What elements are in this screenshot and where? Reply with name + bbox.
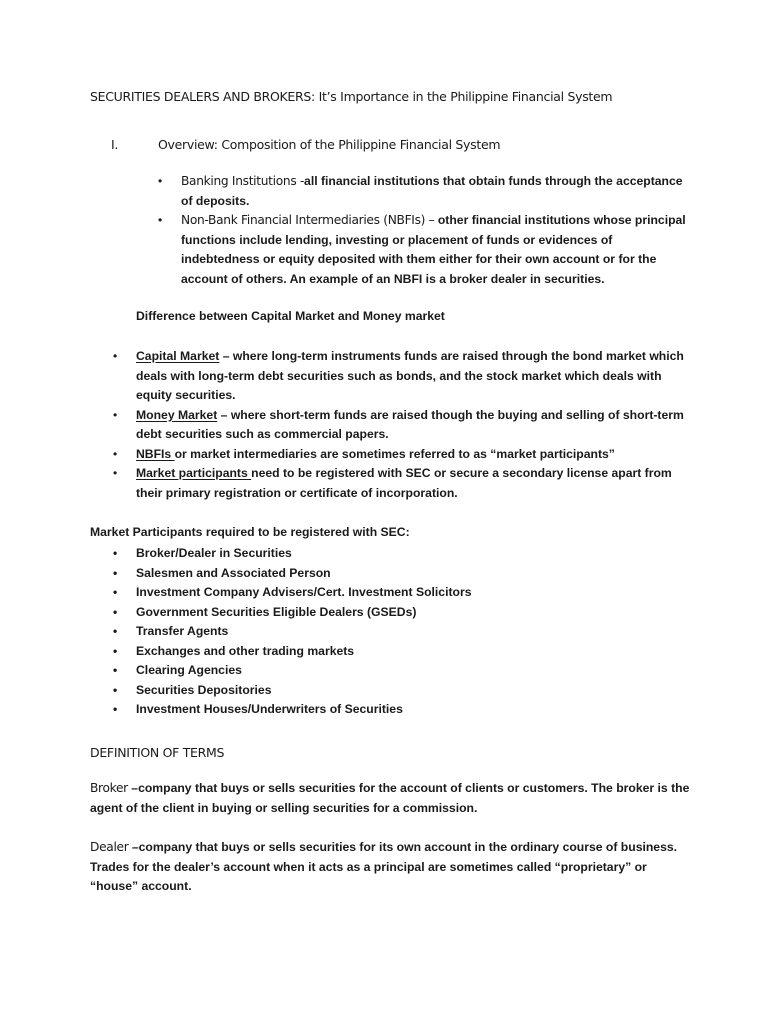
bullet-icon: • xyxy=(113,702,118,716)
participant-label: Clearing Agencies xyxy=(136,663,242,677)
list-item xyxy=(113,406,691,445)
overview-list xyxy=(158,172,691,289)
list-item xyxy=(113,661,636,681)
bullet-icon: • xyxy=(113,604,118,619)
market-text: need to be registered with SEC or secure a secondary license apart from their primary registration or certificate of incorporation. xyxy=(136,466,672,500)
participant-label: Investment Company Advisers/Cert. Investment Solicitors xyxy=(136,585,472,599)
list-item xyxy=(158,211,691,289)
list-item xyxy=(113,681,636,701)
participant-label: Government Securities Eligible Dealers (GSEDs) xyxy=(136,604,417,619)
participant-label: Securities Depositories xyxy=(136,682,272,697)
participants-list xyxy=(113,544,636,720)
market-term: Market participants xyxy=(136,466,252,480)
bullet-icon: • xyxy=(158,213,163,227)
participant-label: Investment Houses/Underwriters of Securities xyxy=(136,702,403,716)
definition-term: Dealer xyxy=(90,840,129,854)
overview-item-text: all financial institutions that obtain funds through the acceptance of deposits. xyxy=(181,174,683,208)
section-heading-text: Overview: Composition of the Philippine Financial System xyxy=(158,137,501,152)
list-item xyxy=(113,464,691,503)
bullet-icon: • xyxy=(113,407,118,422)
section-number: I. xyxy=(111,137,119,152)
definition-term: Broker xyxy=(90,781,128,795)
bullet-icon: • xyxy=(113,466,118,480)
list-item xyxy=(113,642,636,662)
bullet-icon: • xyxy=(113,349,118,363)
participant-label: Salesmen and Associated Person xyxy=(136,565,331,580)
participant-label: Broker/Dealer in Securities xyxy=(136,546,292,560)
market-term: Money Market xyxy=(136,407,218,422)
definition-broker xyxy=(90,779,690,818)
participants-heading: Market Participants required to be registered with SEC: xyxy=(90,525,410,539)
bullet-icon: • xyxy=(113,446,118,461)
list-item xyxy=(113,583,636,603)
definition-text: –company that buys or sells securities for its own account in the ordinary course of business. Trades for the dealer’s account when it acts as a principal are sometimes called “proprietary” or “house” account. xyxy=(90,840,678,893)
bullet-icon: • xyxy=(113,663,118,677)
list-item xyxy=(113,347,691,406)
bullet-icon: • xyxy=(113,682,118,697)
bullet-icon: • xyxy=(158,174,163,188)
list-item xyxy=(113,622,636,642)
bullet-icon: • xyxy=(113,624,118,638)
market-term: Capital Market xyxy=(136,349,220,363)
market-list xyxy=(113,347,691,503)
definitions-heading: DEFINITION OF TERMS xyxy=(90,745,225,760)
page-title: SECURITIES DEALERS AND BROKERS: It’s Importance in the Philippine Financial System xyxy=(90,89,613,104)
bullet-icon: • xyxy=(113,585,118,599)
market-text: or market intermediaries are sometimes referred to as “market participants” xyxy=(174,446,615,461)
difference-heading: Difference between Capital Market and Money market xyxy=(136,309,445,323)
definition-dealer xyxy=(90,838,690,897)
overview-item-lead: Non-Bank Financial Intermediaries (NBFIs) – xyxy=(181,213,435,227)
market-text: – where short-term funds are raised though the buying and selling of short-term debt securities such as commercial papers. xyxy=(136,407,684,441)
list-item xyxy=(113,700,636,720)
bullet-icon: • xyxy=(113,546,118,560)
market-term: NBFIs xyxy=(136,446,175,461)
participant-label: Exchanges and other trading markets xyxy=(136,643,355,658)
overview-item-lead: Banking Institutions - xyxy=(181,174,305,188)
list-item xyxy=(113,603,636,623)
section-heading-overview xyxy=(111,137,500,152)
bullet-icon: • xyxy=(113,643,118,658)
market-text: – where long-term instruments funds are raised through the bond market which deals with long-term debt securities such as bonds, and the stock market which deals with equity securities. xyxy=(136,349,684,402)
list-item xyxy=(113,564,636,584)
participant-label: Transfer Agents xyxy=(136,624,229,638)
overview-item-text: other financial institutions whose principal functions include lending, investing or placement of funds or evidences of indebtedness or equity deposited with them either for their own account or for the account of others. An example of an NBFI is a broker dealer in securities. xyxy=(181,213,686,286)
list-item xyxy=(113,544,636,564)
list-item xyxy=(113,445,691,465)
definition-text: –company that buys or sells securities for the account of clients or customers. The broker is the agent of the client in buying or selling securities for a commission. xyxy=(90,781,690,815)
bullet-icon: • xyxy=(113,565,118,580)
list-item xyxy=(158,172,691,211)
